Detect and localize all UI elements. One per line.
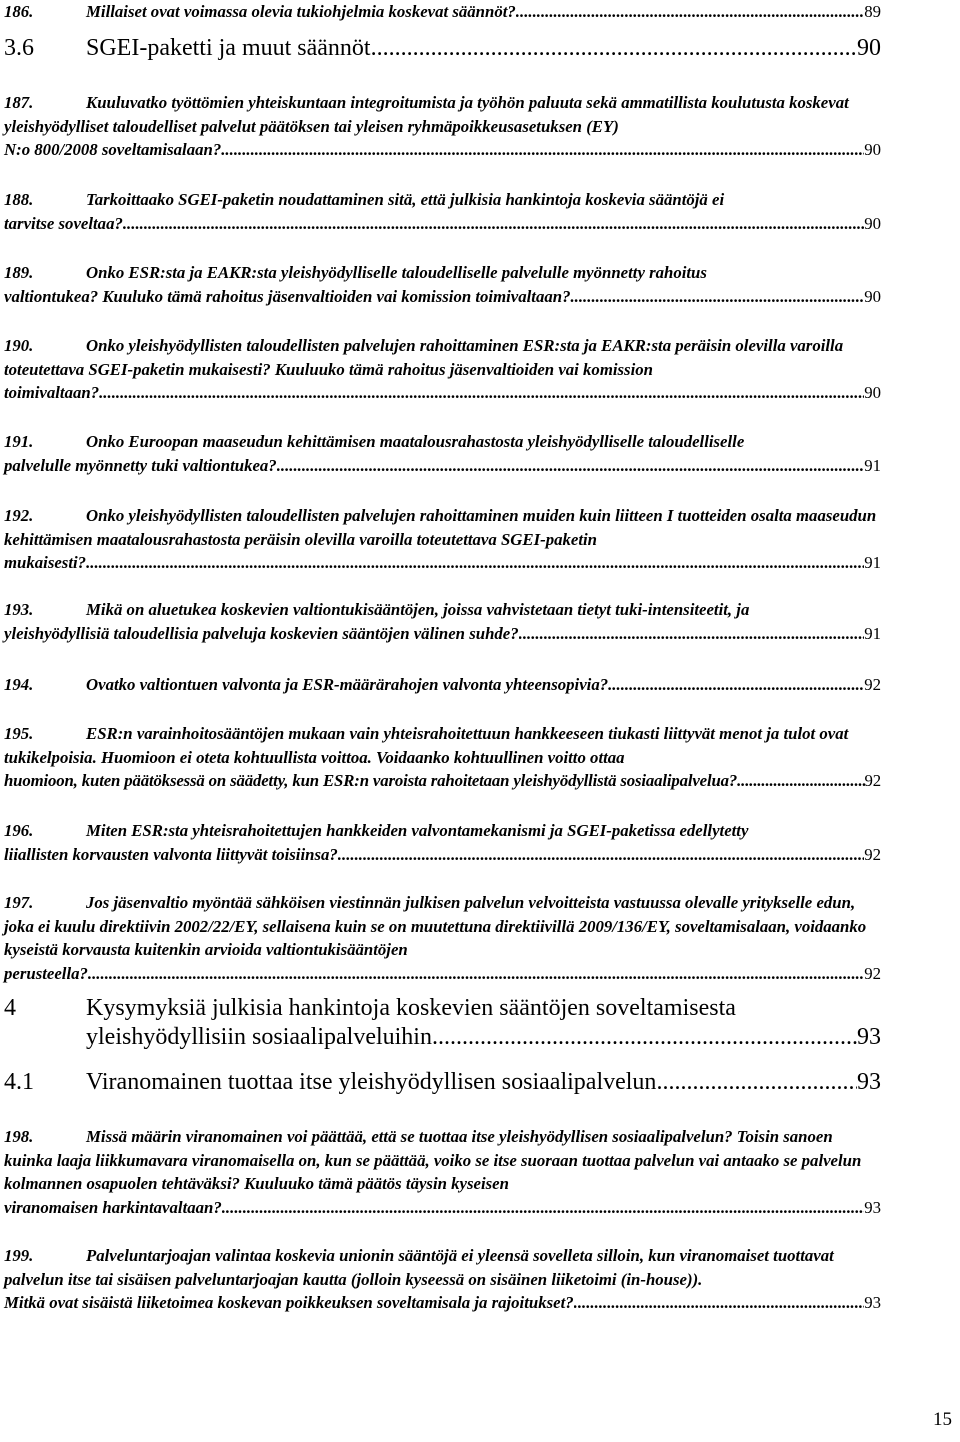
heading-number: 4 (4, 995, 16, 1021)
dot-leader (221, 138, 864, 162)
entry-last-line: yleishyödyllisiä taloudellisia palveluja koskevien sääntöjen välinen suhde? (4, 623, 519, 643)
heading-number: 3.6 (4, 35, 34, 61)
toc-entry-197[interactable] (4, 891, 881, 985)
page-ref: 90 (857, 35, 881, 61)
entry-number: 197. (4, 893, 34, 912)
dot-leader (737, 769, 864, 793)
heading-title: Viranomainen tuottaa itse yleishyödyllisen sosiaalipalvelun (86, 1069, 657, 1095)
toc-heading-4-1[interactable] (4, 1068, 881, 1097)
entry-last-line: huomioon, kuten päätöksessä on säädetty, kun ESR:n varoista rahoitetaan yleishyödyllistä sosiaalipalvelua? (4, 771, 738, 790)
toc-entry-196[interactable] (4, 819, 881, 866)
entry-number: 186. (4, 2, 34, 21)
toc-entry-194[interactable] (4, 673, 881, 697)
dot-leader (123, 212, 864, 236)
dot-leader (574, 1291, 865, 1315)
heading-body: Kysymyksiä julkisia hankintoja koskevien sääntöjen soveltamisesta (86, 995, 736, 1021)
page-ref: 93 (864, 1293, 881, 1312)
toc-entry-193[interactable] (4, 598, 881, 645)
dot-leader (656, 1068, 857, 1097)
toc-entry-192[interactable] (4, 504, 881, 575)
page-ref: 90 (864, 383, 881, 402)
toc-entry-191[interactable] (4, 430, 881, 477)
entry-number: 192. (4, 506, 34, 525)
entry-number: 189. (4, 263, 34, 282)
entry-last-line: liiallisten korvausten valvonta liittyvät toisiinsa? (4, 844, 338, 864)
page-ref: 91 (864, 553, 881, 572)
dot-leader (608, 673, 864, 697)
entry-last-line: mukaisesti? (4, 553, 87, 572)
page-ref: 92 (864, 963, 881, 983)
entry-number: 198. (4, 1127, 34, 1146)
dot-leader (516, 0, 864, 24)
heading-last-line: yleishyödyllisiin sosiaalipalveluihin (86, 1024, 432, 1050)
entry-body: Tarkoittaako SGEI-paketin noudattaminen sitä, että julkisia hankintoja koskevia sääntöjä ei (86, 190, 725, 209)
page-ref: 93 (857, 1069, 881, 1095)
page-ref: 93 (864, 1197, 881, 1217)
entry-number: 193. (4, 600, 34, 619)
dot-leader (371, 34, 857, 63)
entry-number: 199. (4, 1246, 34, 1265)
page-ref: 90 (864, 286, 881, 306)
entry-last-line: viranomaisen harkintavaltaan? (4, 1197, 222, 1217)
page-ref: 90 (864, 213, 881, 233)
dot-leader (570, 285, 864, 309)
entry-body: Onko yleishyödyllisten taloudellisten palvelujen rahoittaminen muiden kuin liitteen I tuotteiden osalta maaseudun kehittämisen maatalousrahastosta peräisin olevilla varoilla toteutettava SGEI-paketin (4, 506, 877, 549)
toc-heading-4[interactable] (4, 994, 881, 1052)
toc-entry-186[interactable] (4, 0, 881, 24)
entry-number: 190. (4, 336, 34, 355)
entry-number: 194. (4, 675, 34, 694)
heading-title: SGEI-paketti ja muut säännöt (86, 35, 371, 61)
page-number: 15 (933, 1409, 952, 1430)
dot-leader (432, 1023, 857, 1052)
dot-leader (88, 962, 864, 986)
entry-body: Miten ESR:sta yhteisrahoitettujen hankkeiden valvontamekanismi ja SGEI-paketissa edellytetty (86, 821, 749, 840)
entry-body: Jos jäsenvaltio myöntää sähköisen viestinnän julkisen palvelun velvoitteista vastuussa olevalle yritykselle edun, joka ei kuulu direktiivin 2002/22/EY, sellaisena kuin se on muutettuna direktiivillä 2009/136/EY, soveltamisalaan, voidaanko kyseistä korvausta kuitenkin arvioida valtiontukisääntöjen (4, 893, 867, 959)
entry-title: Ovatko valtiontuen valvonta ja ESR-määrärahojen valvonta yhteensopivia? (86, 675, 609, 694)
entry-last-line: toimivaltaan? (4, 383, 100, 402)
entry-last-line: perusteella? (4, 963, 88, 983)
entry-number: 195. (4, 724, 34, 743)
page-ref: 90 (864, 140, 881, 159)
entry-body: Kuuluvatko työttömien yhteiskuntaan integroitumista ja työhön paluuta sekä ammatillista koulutusta koskevat yleishyödylliset taloudelliset palvelut päätöksen tai yleisen ryhmäpoikkeusasetuksen (EY) (4, 93, 849, 136)
entry-body: Onko yleishyödyllisten taloudellisten palvelujen rahoittaminen ESR:sta ja EAKR:sta peräisin olevilla varoilla toteutettava SGEI-paketin mukaisesti? Kuuluuko tämä rahoitus jäsenvaltioiden vai komission (4, 336, 844, 379)
entry-body: Missä määrin viranomainen voi päättää, että se tuottaa itse yleishyödyllisen sosiaalipalvelun? Toisin sanoen kuinka laaja liikkumavara viranomaisella on, kun se päättää, voiko se itse suoraan tuottaa palvelun vai antaako se palvelun kolmannen osapuolen tehtäväksi? Kuuluuko tämä päätös täysin kyseisen (4, 1127, 862, 1193)
entry-last-line: valtiontukea? Kuuluko tämä rahoitus jäsenvaltioiden vai komission toimivaltaan? (4, 286, 571, 306)
page-ref: 92 (864, 771, 881, 790)
toc-entry-189[interactable] (4, 261, 881, 308)
entry-body: Onko ESR:sta ja EAKR:sta yleishyödylliselle taloudelliselle palvelulle myönnetty rahoitus (86, 263, 707, 282)
heading-number: 4.1 (4, 1069, 34, 1095)
dot-leader (519, 622, 865, 646)
dot-leader (86, 551, 864, 575)
toc-entry-190[interactable] (4, 334, 881, 405)
page-ref: 93 (857, 1024, 881, 1050)
entry-body: Palveluntarjoajan valintaa koskevia unionin sääntöjä ei yleensä sovelleta silloin, kun viranomaiset tuottavat palvelun itse tai sisäisen palveluntarjoajan kautta (jolloin kyseessä on sisäinen liiketoimi (in-house)). (4, 1246, 834, 1289)
entry-body: ESR:n varainhoitosääntöjen mukaan vain yhteisrahoitettuun hankkeeseen tiukasti liittyvät menot ja tulot ovat tukikelpoisia. Huomioon ei oteta kohtuullista voittoa. Voidaanko kohtuullinen voitto ottaa (4, 724, 849, 767)
toc-entry-188[interactable] (4, 188, 881, 235)
entry-last-line: tarvitse soveltaa? (4, 213, 123, 233)
entry-body: Onko Euroopan maaseudun kehittämisen maatalousrahastosta yleishyödylliselle taloudelliselle (86, 432, 745, 451)
page-ref: 91 (864, 623, 881, 643)
entry-number: 191. (4, 432, 34, 451)
toc-entry-198[interactable] (4, 1125, 881, 1219)
dot-leader (99, 381, 864, 405)
dot-leader (222, 1196, 864, 1220)
entry-number: 188. (4, 190, 34, 209)
dot-leader (338, 843, 864, 867)
toc-entry-187[interactable] (4, 91, 881, 162)
page-ref: 91 (864, 455, 881, 475)
page-ref: 89 (864, 2, 881, 21)
toc-entry-199[interactable] (4, 1244, 881, 1315)
entry-body: Mikä on aluetukea koskevien valtiontukisääntöjen, joissa vahvistetaan tietyt tuki-intensiteetit, ja (86, 600, 750, 619)
dot-leader (277, 454, 865, 478)
entry-last-line: Mitkä ovat sisäistä liiketoimea koskevan poikkeuksen soveltamisala ja rajoitukset? (4, 1293, 574, 1312)
page-ref: 92 (864, 675, 881, 694)
entry-last-line: N:o 800/2008 soveltamisalaan? (4, 140, 222, 159)
entry-last-line: palvelulle myönnetty tuki valtiontukea? (4, 455, 277, 475)
page-ref: 92 (864, 844, 881, 864)
entry-number: 196. (4, 821, 34, 840)
toc-entry-195[interactable] (4, 722, 881, 793)
entry-title: Millaiset ovat voimassa olevia tukiohjelmia koskevat säännöt? (86, 2, 516, 21)
toc-heading-3-6[interactable] (4, 34, 881, 63)
entry-number: 187. (4, 93, 34, 112)
